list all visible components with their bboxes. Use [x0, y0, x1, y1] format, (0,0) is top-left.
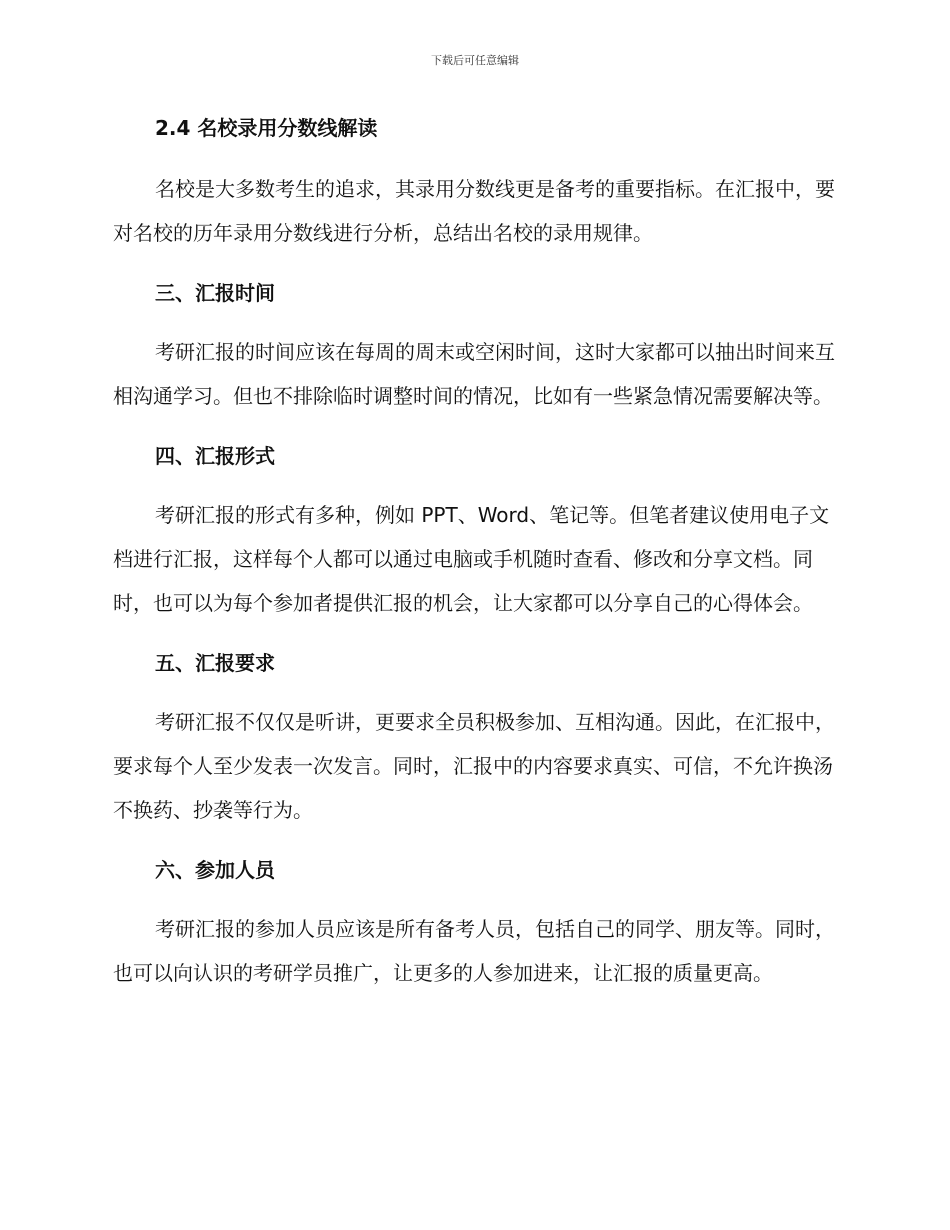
- section-heading-6: 六、参加人员: [155, 858, 275, 882]
- page-header: 下载后可任意编辑: [431, 54, 519, 67]
- section-heading-2-4: 2.4 名校录用分数线解读: [155, 116, 378, 140]
- section-paragraph-3: 考研汇报的时间应该在每周的周末或空闲时间，这时大家都可以抽出时间来互相沟通学习。但也不排除临时调整时间的情况，比如有一些紧急情况需要解决等。: [113, 340, 835, 408]
- section-paragraph-4: 考研汇报的形式有多种，例如 PPT、Word、笔记等。但笔者建议使用电子文档进行汇报，这样每个人都可以通过电脑或手机随时查看、修改和分享文档。同时，也可以为每个参加者提供汇报的机会，让大家都可以分享自己的心得体会。: [113, 503, 830, 615]
- section-paragraph-5: 考研汇报不仅仅是听讲，更要求全员积极参加、互相沟通。因此，在汇报中，要求每个人至少发表一次发言。同时，汇报中的内容要求真实、可信，不允许换汤不换药、抄袭等行为。: [113, 710, 835, 822]
- section-heading-3: 三、汇报时间: [155, 281, 275, 305]
- section-heading-4: 四、汇报形式: [155, 444, 275, 468]
- section-paragraph-6: 考研汇报的参加人员应该是所有备考人员，包括自己的同学、朋友等。同时，也可以向认识的考研学员推广，让更多的人参加进来，让汇报的质量更高。: [113, 917, 835, 985]
- section-paragraph-2-4: 名校是大多数考生的追求，其录用分数线更是备考的重要指标。在汇报中，要对名校的历年录用分数线进行分析，总结出名校的录用规律。: [113, 177, 835, 245]
- document-body: [113, 108, 839, 1013]
- section-heading-5: 五、汇报要求: [155, 651, 275, 675]
